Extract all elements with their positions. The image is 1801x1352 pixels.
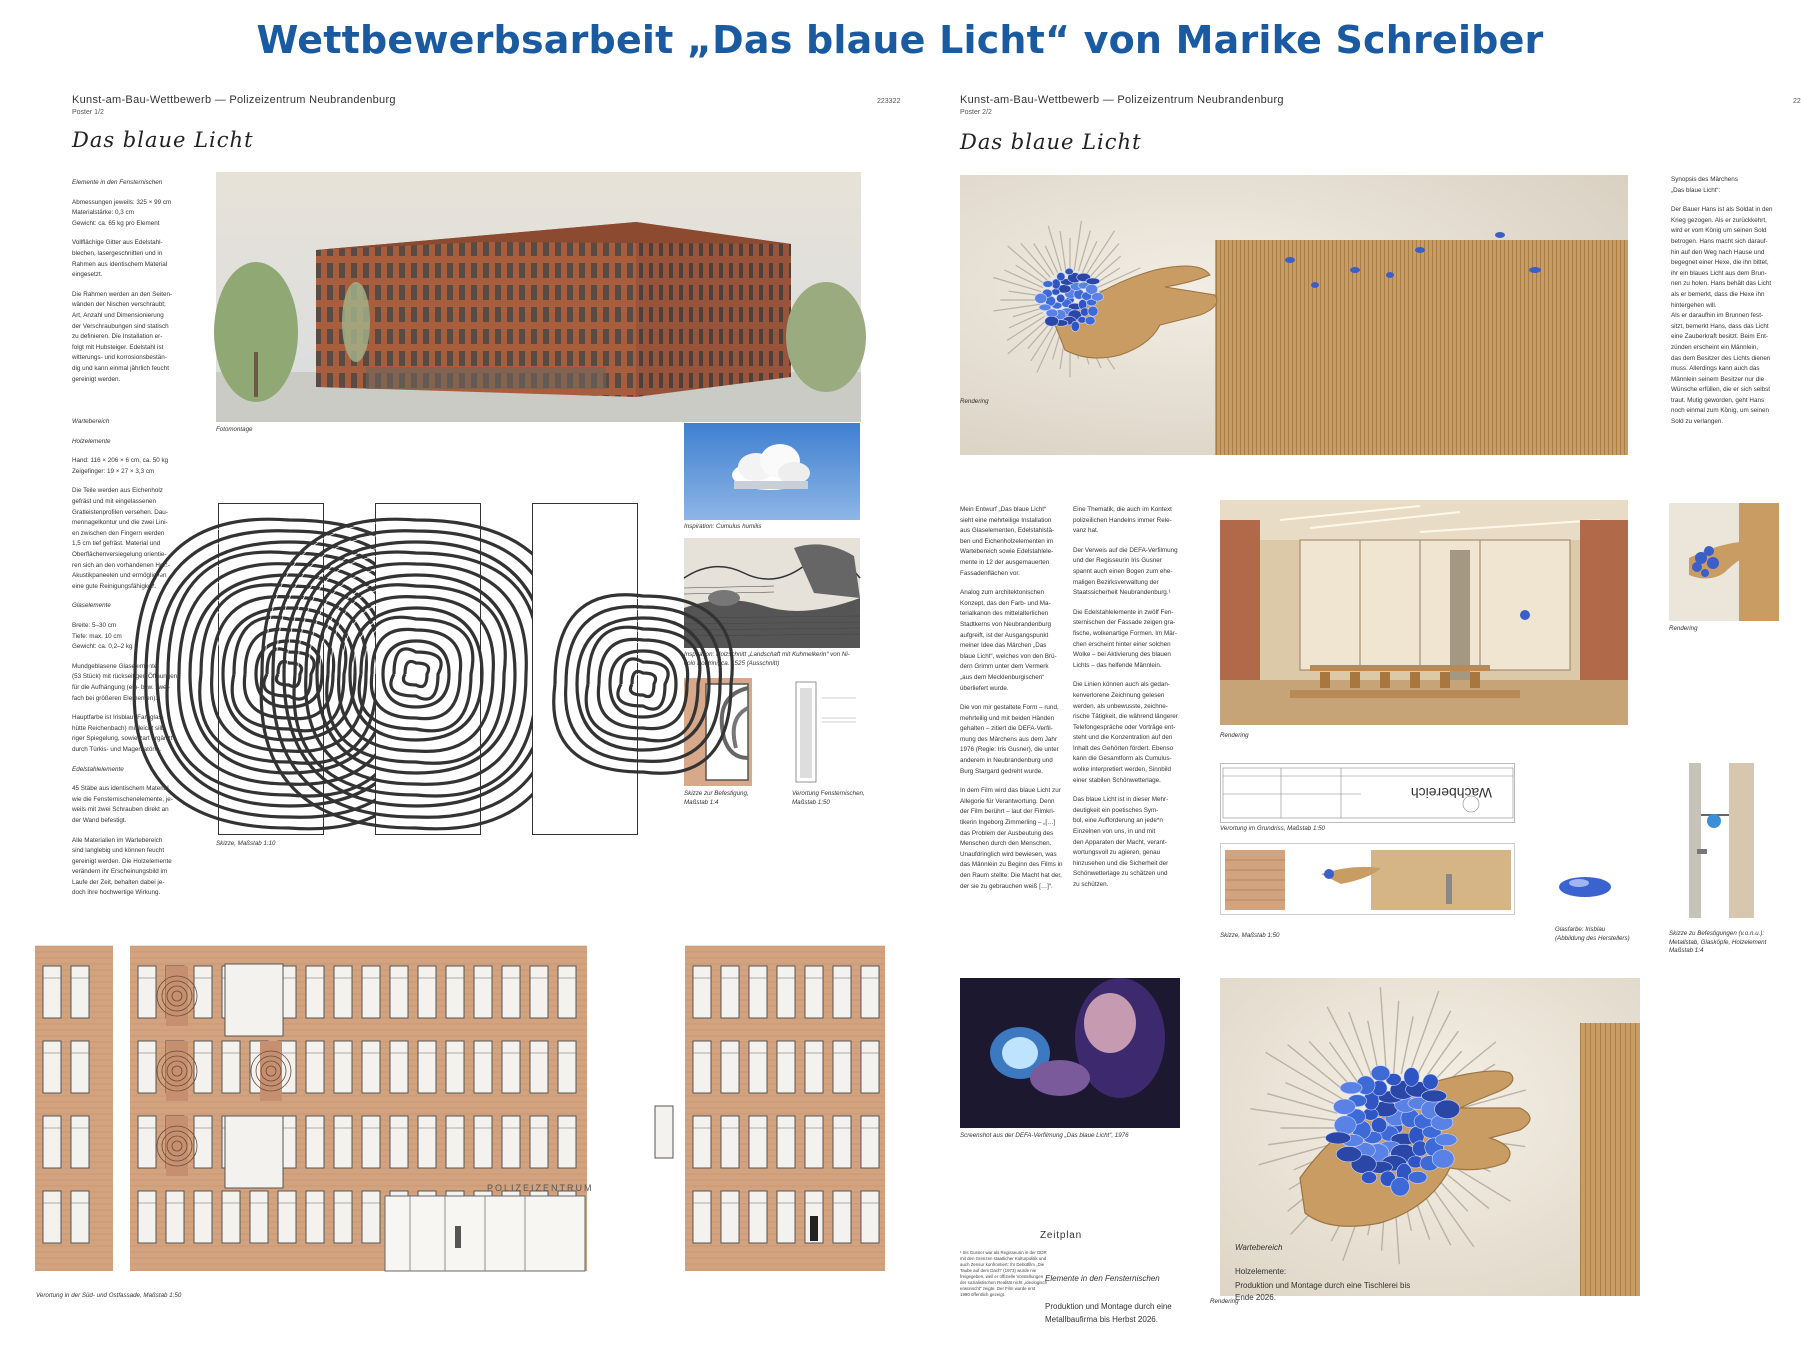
fixings-sketch	[1669, 763, 1779, 918]
facade-elevation	[35, 946, 885, 1271]
facade-sign: POLIZEIZENTRUM	[487, 1183, 594, 1193]
caption-photomontage: Fotomontage	[216, 426, 253, 433]
poster-1-text-paragraph: Holzelemente	[72, 437, 111, 445]
floor-plan	[1220, 763, 1515, 823]
poster-1-sub: Poster 1/2	[72, 109, 104, 116]
caption-rendering-large: Rendering	[1210, 1298, 1239, 1305]
body-col-1-paragraph: Analog zum architektonischen Konzept, das den Farb- und Ma- terialkanon des mittelalterlichen Stadtkerns von Neubrandenburg aufgreift, ist der Ausgangspunkt meiner Idee das Märchen „Das blaue Licht“, welches von den Brü- dern Grimm unter dem Vermerk „aus dem Mecklenburgischen“ überliefert wurde.	[960, 589, 1057, 692]
body-col-2-paragraph: Die Edelstahlelemente in zwölf Fen- sternischen der Fassade zeigen gra- fische, wolkenartige Formen. Im Mär- chen erscheint hinter einer solchen Wolke – bei Aktivierung des blauen Lichts – das helfende Männlein.	[1073, 608, 1177, 669]
zeitplan-a-label: Elemente in den Fensternischen	[1045, 1274, 1160, 1283]
zeitplan-a-text: Produktion und Montage durch eine Metallbaufirma bis Herbst 2026.	[1045, 1302, 1172, 1324]
main-title: Wettbewerbsarbeit „Das blaue Licht“ von Marike Schreiber	[256, 18, 1544, 62]
poster-2-text-column-2	[1073, 505, 1181, 900]
poster-1-text-paragraph: Wartebereich	[72, 418, 110, 426]
poster-1-text-paragraph: Alle Materialien im Wartebereich sind langlebig und können feucht gereinigt werden. Die Holzelemente verändern ihr Erscheinungsbild im Laufe der Zeit, behalten dabei je- doch ihre hochwertige Wirkung.	[72, 836, 172, 897]
caption-rendering-small: Rendering	[1669, 625, 1698, 632]
poster-1-header: Kunst-am-Bau-Wettbewerb — Polizeizentrum Neubrandenburg	[72, 94, 396, 106]
footnote: ¹ Iris Gusner war als Regisseurin in der DDR mit den Grenzen staatlicher Kulturpolitik und auch Zensur konfrontiert: Ihr Debütfilm „Die Taube auf dem Dach“ (1973) wurde nie freigegeben, weil er offizielle Vorstellungen der sozialistischen Realität nicht „ideologisch erwünscht“ zeigte. Der Film wurde erst 1990 öffentlich gezeigt.	[960, 1250, 1048, 1297]
poster-1-text-paragraph: Mundgeblasene Glaselemente (53 Stück) mit rückseitigen Öffnungen für die Aufhängung (ein- bzw. zwei- fach bei größeren Elementen).	[72, 662, 178, 702]
zeitplan-b-sub: Holzelemente:	[1235, 1267, 1287, 1276]
body-col-2-paragraph: Das blaue Licht ist in dieser Mehr- deutigkeit ein poetisches Sym- bol, eine Aufforderung an jede*n Einzelnen von uns, in und mit den Apparaten der Macht, verant- wortungsvoll zu agieren, genau hinzusehen und die Sicherheit der Schönwetterlage zu schätzen und zu schützen.	[1073, 796, 1169, 888]
poster-1-number: 223322	[877, 98, 901, 105]
caption-rendering-top: Rendering	[960, 398, 989, 405]
poster-1-text-paragraph: Die Teile werden aus Eichenholz gefräst und mit eingelassenen Gratleistenprofilen versehen. Dau- mennagelkontur und die zwei Lini- en zwischen den Fingern werden 1,5 cm tief gefräst. Material und Oberflächenversiegelung orientie- ren sich an den vorhandenen Holz- Akustikpaneelen und ermöglichen eine gute Reinigungsfähigkeit.	[72, 487, 171, 590]
caption-cloud: Inspiration: Cumulus humilis	[684, 523, 762, 530]
poster-1-title: Das blaue Licht	[72, 128, 254, 152]
caption-glass: Glasfarbe: Irisblau (Abbildung des Herstellers)	[1555, 926, 1630, 942]
poster-1-text-paragraph: Breite: 5–30 cm Tiefe: max. 10 cm Gewicht: ca. 0,2–2 kg	[72, 622, 133, 651]
svg-text:Wachbereich: Wachbereich	[1410, 785, 1492, 801]
rendering-top	[960, 175, 1628, 455]
body-col-1-paragraph: In dem Film wird das blaue Licht zur Allegorie für Verantwortung. Denn der Film berührt – laut der Filmkri- tikerin Ingeborg Zimmerling – „[…] das Problem der Ausbeutung des Menschen durch den Menschen. Unaufdringlich wird bewiesen, was das Männlein zu Beginn des Films in den Raum stellte: Die Macht hat der, der sie zu gebrauchen weiß […]“.	[960, 787, 1063, 890]
rendering-large	[1220, 978, 1640, 1296]
poster-1-text-paragraph: 45 Stäbe aus identischem Material wie die Fensternischenelemente, je- weils mit zwei Schrauben direkt an der Wand befestigt.	[72, 785, 173, 824]
sketch-panel-3	[532, 503, 638, 835]
poster-2-text-column-1	[960, 505, 1068, 901]
zeitplan-title: Zeitplan	[1040, 1230, 1082, 1241]
caption-woodcut: Inspiration: Holzschnitt „Landschaft mit Kuhmelkerin“ von Ni- colò Boldrini, ca. 1525 (Ausschnitt)	[684, 651, 850, 667]
rendering-small	[1669, 503, 1779, 621]
sketch-panel-2	[375, 503, 481, 835]
synopsis-paragraph: Synopsis des Märchens „Das blaue Licht“:	[1671, 176, 1738, 194]
film-screenshot	[960, 978, 1180, 1128]
window-section-sketch	[792, 678, 860, 786]
synopsis-paragraph: Der Bauer Hans ist als Soldat in den Krieg gezogen. Als er zurückkehrt, wird er vom König um seinen Sold betrogen. Hans macht sich darauf- hin auf den Weg nach Hause und begegnet einer Hexe, die ihn bittet, ihr ein blaues Licht aus dem Brun- nen zu holen. Hans behält das Licht als er bemerkt, dass die Hexe ihn hintergehen will. Als er daraufhin im Brunnen fest- sitzt, bemerkt Hans, dass das Licht eine Zauberkraft besitzt. Beim Ent- zünden erscheint ein Männlein, das dem Besitzer des Lichts dienen muss. Allerdings kann auch das Männlein seinem Besitzer nur die Wünsche erfüllen, die er sich selbst traut. Mutig geworden, geht Hans noch einmal zum König, um seinen Sold zu verlangen.	[1671, 206, 1773, 426]
synopsis-text	[1671, 175, 1786, 437]
glass-sample	[1555, 865, 1615, 905]
poster-1-text-column	[72, 178, 190, 908]
poster-1-text-paragraph: Hand: 116 × 206 × 6 cm, ca. 50 kg Zeigefinger: 19 × 27 × 3,3 cm	[72, 457, 169, 475]
poster-2-number: 22	[1793, 98, 1801, 105]
caption-screenshot: Screenshot aus der DEFA-Verfilmung „Das blaue Licht“, 1976	[960, 1132, 1129, 1139]
poster-1-text-paragraph	[72, 394, 190, 408]
body-col-2-paragraph: Eine Thematik, die auch im Kontext polizeilichen Handelns immer Rele- vanz hat.	[1073, 506, 1172, 535]
zeitplan-b-label: Wartebereich	[1235, 1243, 1283, 1252]
photomontage-image	[216, 172, 861, 422]
poster-2-sub: Poster 2/2	[960, 109, 992, 116]
poster-2-header: Kunst-am-Bau-Wettbewerb — Polizeizentrum Neubrandenburg	[960, 94, 1284, 106]
poster-1-text-paragraph: Vollflächige Gitter aus Edelstahl- blechen, lasergeschnitten und in Rahmen aus identischem Material eingesetzt.	[72, 239, 168, 279]
caption-section: Verortung Fensternischen, Maßstab 1:50	[792, 790, 865, 806]
poster-1-text-paragraph: Die Rahmen werden an den Seiten- wänden der Nischen verschraubt; Art, Anzahl und Dimensionierung der Verschraubungen sind statisch zu definieren. Die Installation er- folgt mit Hubsteiger. Edelstahl ist witterungs- und korrosionsbestän- dig und kann einmal jährlich feucht gereinigt werden.	[72, 290, 173, 383]
caption-sketch-wall: Skizze, Maßstab 1:50	[1220, 932, 1280, 939]
poster-1-text-paragraph: Edelstahlelemente	[72, 765, 124, 773]
poster-1-text-paragraph: Hauptfarbe ist Irisblau (Farbglas- hütte Reichenbach) mit leicht silb- riger Spiegelung, sowie zart ergänzt durch Türkis- und Magentatöne.	[72, 714, 173, 753]
zeitplan-b-text: Produktion und Montage durch eine Tischlerei bis Ende 2026.	[1235, 1281, 1411, 1302]
poster-1-text-paragraph: Abmessungen jeweils: 325 × 99 cm Materialstärke: 0,3 cm Gewicht: ca. 65 kg pro Element	[72, 198, 172, 227]
caption-fixing: Skizze zur Befestigung, Maßstab 1:4	[684, 790, 749, 806]
sketch-wall	[1220, 843, 1515, 915]
body-col-1-paragraph: Die von mir gestaltete Form – rund, mehrteilig und mit beiden Händen gehalten – zitiert die DEFA-Verfil- mung des Märchens aus dem Jahr 1976 (Regie: Iris Gusner), die unter anderem in Neubrandenburg und Burg Stargard gedreht wurde.	[960, 704, 1059, 775]
poster-1	[0, 80, 905, 1352]
cloud-image	[684, 423, 860, 520]
rendering-room	[1220, 500, 1628, 725]
poster-1-text-paragraph: Glaselemente	[72, 602, 111, 610]
poster-1-text-paragraph: Elemente in den Fensternischen	[72, 179, 163, 186]
body-col-2-paragraph: Der Verweis auf die DEFA-Verfilmung und der Regisseurin Iris Gusner spannt auch einen Bogen zum ehe- maligen Bezirksverwaltung der Staatssicherheit Neubrandenburg.¹	[1073, 546, 1178, 597]
caption-facade: Verortung in der Süd- und Ostfassade, Maßstab 1:50	[36, 1292, 182, 1299]
caption-rendering-room: Rendering	[1220, 732, 1249, 739]
caption-fixings: Skizze zu Befestigungen (v.o.n.u.): Metallstab, Glasköpfe, Holzelement Maßstab 1:4	[1669, 930, 1767, 954]
caption-plan: Verortung im Grundriss, Maßstab 1:50	[1220, 825, 1325, 832]
body-col-2-paragraph: Die Linien können auch als gedan- kenverlorene Zeichnung gelesen werden, als unbewusste, zeichne- rische Tätigkeit, die während längerer Telefongespräche oder Vorträge ent- steht und die Konzentration auf den Inhalt des Gehörten fördert. Ebenso kann die Gesamtform als Cumulus- wolke interpretiert werden, Sinnbild einer stabilen Schönwetterlage.	[1073, 681, 1178, 784]
woodcut-image	[684, 538, 860, 648]
poster-2-title: Das blaue Licht	[960, 130, 1142, 154]
body-col-1-paragraph: Mein Entwurf „Das blaue Licht“ sieht eine mehrteilige Installation aus Glaselementen, Edelstahlstä- ben und Eichenholzelementen im Wartebereich sowie Edelstahlele- mente in 12 der ausgemauerten Fassadenflächen vor.	[960, 506, 1055, 577]
poster-2	[905, 80, 1800, 1352]
caption-sketch: Skizze, Maßstab 1:10	[216, 840, 276, 847]
